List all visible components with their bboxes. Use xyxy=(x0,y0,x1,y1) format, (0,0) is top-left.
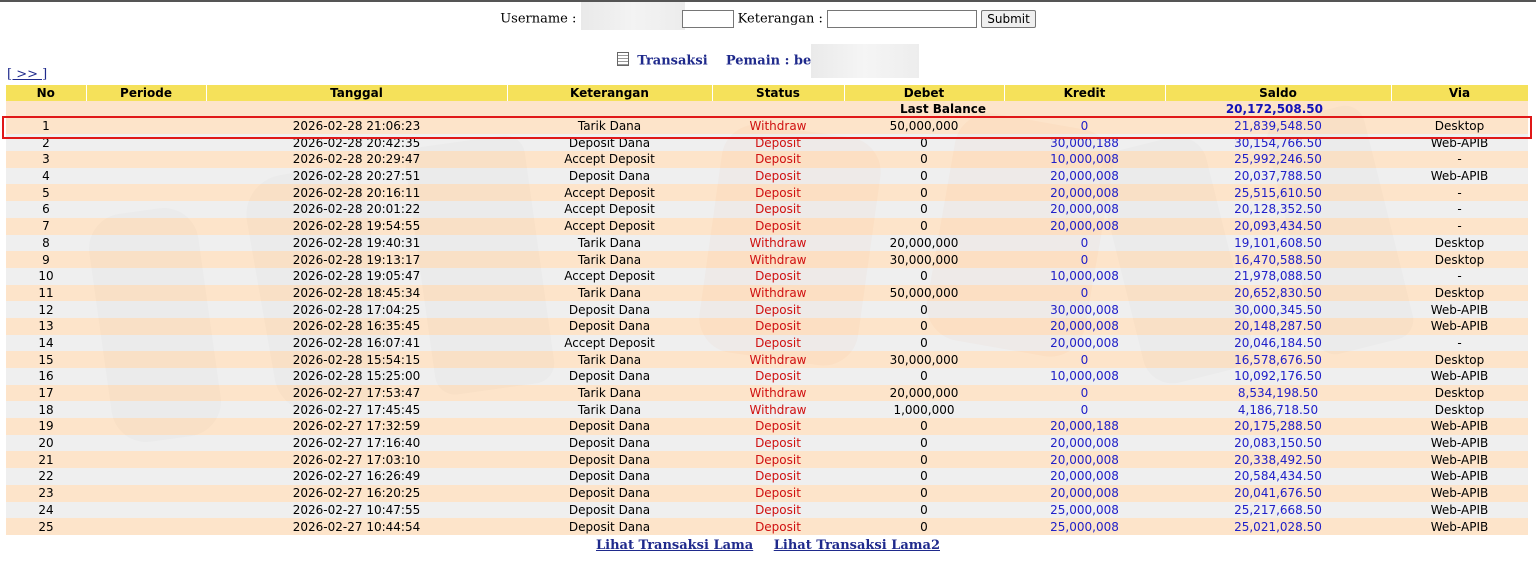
cell-debet: 0 xyxy=(844,485,1004,502)
cell-periode xyxy=(86,184,206,201)
old-transactions-link[interactable]: Lihat Transaksi Lama xyxy=(595,538,754,553)
cell-kredit: 20,000,008 xyxy=(1004,451,1165,468)
cell-keterangan: Tarik Dana xyxy=(507,235,712,252)
cell-no: 10 xyxy=(6,268,86,285)
cell-no: 24 xyxy=(6,502,86,519)
cell-status: Withdraw xyxy=(712,285,844,302)
cell-tanggal: 2026-02-27 17:45:45 xyxy=(206,401,507,418)
transaksi-label: Transaksi xyxy=(637,53,708,69)
cell-tanggal: 2026-02-28 19:05:47 xyxy=(206,268,507,285)
cell-periode xyxy=(86,168,206,185)
table-row xyxy=(6,301,1528,318)
cell-saldo: 20,041,676.50 xyxy=(1165,485,1391,502)
cell-keterangan: Deposit Dana xyxy=(507,518,712,535)
cell-keterangan: Deposit Dana xyxy=(507,485,712,502)
table-row xyxy=(6,435,1528,452)
cell-tanggal: 2026-02-28 16:07:41 xyxy=(206,335,507,352)
cell-debet: 30,000,000 xyxy=(844,251,1004,268)
cell-status: Deposit xyxy=(712,418,844,435)
cell-saldo: 30,000,345.50 xyxy=(1165,301,1391,318)
cell-keterangan: Accept Deposit xyxy=(507,201,712,218)
cell-tanggal: 2026-02-27 17:16:40 xyxy=(206,435,507,452)
cell-no: 6 xyxy=(6,201,86,218)
table-row xyxy=(6,335,1528,352)
col-tanggal: Tanggal xyxy=(206,85,507,101)
cell-status: Withdraw xyxy=(712,251,844,268)
cell-via: - xyxy=(1391,268,1528,285)
redacted-player xyxy=(811,44,919,78)
cell-kredit: 0 xyxy=(1004,235,1165,252)
cell-via: Web-APIB xyxy=(1391,301,1528,318)
pemain-label: Pemain : be xyxy=(725,53,812,69)
cell-periode xyxy=(86,468,206,485)
old-transactions-link-2[interactable]: Lihat Transaksi Lama2 xyxy=(773,538,940,553)
cell-tanggal: 2026-02-28 20:16:11 xyxy=(206,184,507,201)
col-kredit: Kredit xyxy=(1004,85,1165,101)
cell-status: Deposit xyxy=(712,468,844,485)
cell-saldo: 16,470,588.50 xyxy=(1165,251,1391,268)
transaction-table xyxy=(6,85,1529,535)
table-row xyxy=(6,151,1528,168)
cell-kredit: 25,000,008 xyxy=(1004,502,1165,519)
submit-button[interactable]: Submit xyxy=(981,10,1036,28)
cell-status: Withdraw xyxy=(712,385,844,402)
cell-via: Web-APIB xyxy=(1391,418,1528,435)
cell-periode xyxy=(86,518,206,535)
cell-via: Web-APIB xyxy=(1391,435,1528,452)
cell-debet: 0 xyxy=(844,168,1004,185)
cell-periode xyxy=(86,201,206,218)
cell-tanggal: 2026-02-28 19:13:17 xyxy=(206,251,507,268)
cell-tanggal: 2026-02-28 16:35:45 xyxy=(206,318,507,335)
cell-no: 3 xyxy=(6,151,86,168)
cell-periode xyxy=(86,502,206,519)
table-row xyxy=(6,134,1528,151)
cell-debet: 0 xyxy=(844,184,1004,201)
cell-periode xyxy=(86,218,206,235)
cell-no: 18 xyxy=(6,401,86,418)
cell-tanggal: 2026-02-28 19:40:31 xyxy=(206,235,507,252)
cell-via: Web-APIB xyxy=(1391,485,1528,502)
table-row xyxy=(6,285,1528,302)
cell-kredit: 20,000,008 xyxy=(1004,168,1165,185)
last-balance-label: Last Balance xyxy=(6,101,1004,118)
username-input[interactable] xyxy=(682,10,734,28)
cell-debet: 0 xyxy=(844,518,1004,535)
table-row xyxy=(6,418,1528,435)
cell-status: Deposit xyxy=(712,184,844,201)
cell-keterangan: Accept Deposit xyxy=(507,151,712,168)
table-row xyxy=(6,401,1528,418)
cell-kredit: 20,000,008 xyxy=(1004,335,1165,352)
cell-debet: 0 xyxy=(844,151,1004,168)
table-row xyxy=(6,468,1528,485)
cell-status: Deposit xyxy=(712,218,844,235)
cell-saldo: 16,578,676.50 xyxy=(1165,351,1391,368)
cell-debet: 0 xyxy=(844,218,1004,235)
cell-kredit: 0 xyxy=(1004,351,1165,368)
cell-kredit: 20,000,008 xyxy=(1004,468,1165,485)
cell-tanggal: 2026-02-28 21:06:23 xyxy=(206,118,507,135)
cell-periode xyxy=(86,134,206,151)
cell-saldo: 20,338,492.50 xyxy=(1165,451,1391,468)
cell-periode xyxy=(86,335,206,352)
cell-tanggal: 2026-02-27 17:32:59 xyxy=(206,418,507,435)
table-row xyxy=(6,502,1528,519)
col-periode: Periode xyxy=(86,85,206,101)
cell-periode xyxy=(86,235,206,252)
cell-via: Web-APIB xyxy=(1391,318,1528,335)
cell-tanggal: 2026-02-27 17:03:10 xyxy=(206,451,507,468)
table-row xyxy=(6,385,1528,402)
cell-no: 15 xyxy=(6,351,86,368)
cell-via: - xyxy=(1391,201,1528,218)
cell-no: 25 xyxy=(6,518,86,535)
cell-debet: 0 xyxy=(844,201,1004,218)
cell-saldo: 20,148,287.50 xyxy=(1165,318,1391,335)
cell-via: Desktop xyxy=(1391,285,1528,302)
cell-tanggal: 2026-02-28 20:01:22 xyxy=(206,201,507,218)
cell-no: 9 xyxy=(6,251,86,268)
col-status: Status xyxy=(712,85,844,101)
cell-saldo: 20,652,830.50 xyxy=(1165,285,1391,302)
cell-status: Deposit xyxy=(712,435,844,452)
document-icon xyxy=(617,52,629,66)
cell-keterangan: Tarik Dana xyxy=(507,401,712,418)
cell-periode xyxy=(86,418,206,435)
cell-kredit: 10,000,008 xyxy=(1004,151,1165,168)
cell-tanggal: 2026-02-28 20:27:51 xyxy=(206,168,507,185)
cell-no: 23 xyxy=(6,485,86,502)
cell-status: Deposit xyxy=(712,368,844,385)
cell-debet: 0 xyxy=(844,335,1004,352)
info-line xyxy=(0,44,1536,78)
cell-periode xyxy=(86,285,206,302)
cell-kredit: 0 xyxy=(1004,251,1165,268)
cell-keterangan: Deposit Dana xyxy=(507,418,712,435)
cell-debet: 0 xyxy=(844,468,1004,485)
cell-kredit: 25,000,008 xyxy=(1004,518,1165,535)
cell-debet: 0 xyxy=(844,318,1004,335)
cell-periode xyxy=(86,251,206,268)
cell-status: Deposit xyxy=(712,201,844,218)
cell-no: 2 xyxy=(6,134,86,151)
cell-kredit: 20,000,008 xyxy=(1004,184,1165,201)
cell-debet: 0 xyxy=(844,368,1004,385)
table-row xyxy=(6,368,1528,385)
table-row xyxy=(6,351,1528,368)
table-row xyxy=(6,118,1528,135)
top-border xyxy=(0,0,1536,2)
cell-periode xyxy=(86,435,206,452)
cell-status: Deposit xyxy=(712,451,844,468)
filter-form xyxy=(0,8,1536,30)
cell-kredit: 10,000,008 xyxy=(1004,268,1165,285)
cell-status: Deposit xyxy=(712,134,844,151)
cell-via: - xyxy=(1391,184,1528,201)
cell-saldo: 25,515,610.50 xyxy=(1165,184,1391,201)
cell-kredit: 30,000,008 xyxy=(1004,301,1165,318)
cell-saldo: 20,037,788.50 xyxy=(1165,168,1391,185)
cell-saldo: 19,101,608.50 xyxy=(1165,235,1391,252)
cell-periode xyxy=(86,351,206,368)
cell-periode xyxy=(86,385,206,402)
cell-debet: 0 xyxy=(844,451,1004,468)
cell-no: 1 xyxy=(6,118,86,135)
cell-periode xyxy=(86,301,206,318)
table-row xyxy=(6,251,1528,268)
cell-tanggal: 2026-02-27 10:47:55 xyxy=(206,502,507,519)
cell-no: 20 xyxy=(6,435,86,452)
cell-kredit: 20,000,008 xyxy=(1004,201,1165,218)
cell-keterangan: Accept Deposit xyxy=(507,268,712,285)
cell-via: Web-APIB xyxy=(1391,468,1528,485)
cell-no: 17 xyxy=(6,385,86,402)
cell-no: 7 xyxy=(6,218,86,235)
cell-saldo: 25,992,246.50 xyxy=(1165,151,1391,168)
cell-keterangan: Deposit Dana xyxy=(507,435,712,452)
cell-periode xyxy=(86,118,206,135)
table-row xyxy=(6,268,1528,285)
cell-tanggal: 2026-02-28 15:54:15 xyxy=(206,351,507,368)
cell-periode xyxy=(86,151,206,168)
cell-status: Deposit xyxy=(712,318,844,335)
cell-debet: 20,000,000 xyxy=(844,235,1004,252)
cell-kredit: 0 xyxy=(1004,385,1165,402)
cell-no: 11 xyxy=(6,285,86,302)
cell-saldo: 10,092,176.50 xyxy=(1165,368,1391,385)
cell-saldo: 25,021,028.50 xyxy=(1165,518,1391,535)
cell-keterangan: Deposit Dana xyxy=(507,468,712,485)
cell-tanggal: 2026-02-28 18:45:34 xyxy=(206,285,507,302)
cell-keterangan: Tarik Dana xyxy=(507,285,712,302)
cell-status: Deposit xyxy=(712,485,844,502)
cell-debet: 20,000,000 xyxy=(844,385,1004,402)
cell-periode xyxy=(86,268,206,285)
cell-debet: 50,000,000 xyxy=(844,285,1004,302)
cell-keterangan: Deposit Dana xyxy=(507,502,712,519)
cell-saldo: 20,083,150.50 xyxy=(1165,435,1391,452)
cell-no: 12 xyxy=(6,301,86,318)
cell-status: Deposit xyxy=(712,301,844,318)
cell-no: 19 xyxy=(6,418,86,435)
cell-via: Web-APIB xyxy=(1391,368,1528,385)
cell-debet: 1,000,000 xyxy=(844,401,1004,418)
cell-periode xyxy=(86,318,206,335)
cell-via: Web-APIB xyxy=(1391,518,1528,535)
col-no: No xyxy=(6,85,86,101)
cell-saldo: 20,175,288.50 xyxy=(1165,418,1391,435)
table-row xyxy=(6,485,1528,502)
cell-keterangan: Accept Deposit xyxy=(507,335,712,352)
cell-saldo: 20,093,434.50 xyxy=(1165,218,1391,235)
table-row xyxy=(6,518,1528,535)
cell-periode xyxy=(86,368,206,385)
cell-via: Web-APIB xyxy=(1391,134,1528,151)
table-row xyxy=(6,168,1528,185)
username-label: Username : xyxy=(500,11,577,27)
col-saldo: Saldo xyxy=(1165,85,1391,101)
cell-via: Web-APIB xyxy=(1391,451,1528,468)
cell-status: Deposit xyxy=(712,168,844,185)
cell-kredit: 30,000,188 xyxy=(1004,134,1165,151)
cell-tanggal: 2026-02-28 19:54:55 xyxy=(206,218,507,235)
cell-tanggal: 2026-02-28 17:04:25 xyxy=(206,301,507,318)
cell-no: 22 xyxy=(6,468,86,485)
cell-debet: 0 xyxy=(844,301,1004,318)
table-row xyxy=(6,451,1528,468)
cell-keterangan: Accept Deposit xyxy=(507,184,712,201)
cell-saldo: 20,128,352.50 xyxy=(1165,201,1391,218)
cell-tanggal: 2026-02-27 16:20:25 xyxy=(206,485,507,502)
cell-periode xyxy=(86,401,206,418)
next-page-link[interactable]: [ >> ] xyxy=(7,67,48,82)
table-row xyxy=(6,184,1528,201)
cell-kredit: 0 xyxy=(1004,118,1165,135)
last-balance-empty xyxy=(1391,101,1528,118)
cell-no: 13 xyxy=(6,318,86,335)
cell-via: Desktop xyxy=(1391,235,1528,252)
cell-status: Deposit xyxy=(712,151,844,168)
cell-via: Web-APIB xyxy=(1391,502,1528,519)
cell-keterangan: Tarik Dana xyxy=(507,385,712,402)
cell-kredit: 0 xyxy=(1004,285,1165,302)
cell-status: Deposit xyxy=(712,335,844,352)
cell-no: 21 xyxy=(6,451,86,468)
cell-kredit: 20,000,008 xyxy=(1004,485,1165,502)
cell-keterangan: Deposit Dana xyxy=(507,318,712,335)
cell-tanggal: 2026-02-28 20:29:47 xyxy=(206,151,507,168)
cell-status: Withdraw xyxy=(712,351,844,368)
cell-no: 8 xyxy=(6,235,86,252)
cell-periode xyxy=(86,485,206,502)
footer-links xyxy=(0,538,1536,553)
cell-kredit: 10,000,008 xyxy=(1004,368,1165,385)
cell-debet: 30,000,000 xyxy=(844,351,1004,368)
cell-no: 4 xyxy=(6,168,86,185)
cell-status: Withdraw xyxy=(712,235,844,252)
table-row xyxy=(6,218,1528,235)
keterangan-input[interactable] xyxy=(827,10,977,28)
cell-kredit: 20,000,008 xyxy=(1004,318,1165,335)
table-row xyxy=(6,201,1528,218)
cell-debet: 0 xyxy=(844,134,1004,151)
col-keterangan: Keterangan xyxy=(507,85,712,101)
cell-saldo: 25,217,668.50 xyxy=(1165,502,1391,519)
cell-keterangan: Tarik Dana xyxy=(507,351,712,368)
last-balance-value: 20,172,508.50 xyxy=(1004,101,1391,118)
cell-periode xyxy=(86,451,206,468)
cell-saldo: 20,046,184.50 xyxy=(1165,335,1391,352)
table-row xyxy=(6,318,1528,335)
cell-via: - xyxy=(1391,335,1528,352)
cell-debet: 50,000,000 xyxy=(844,118,1004,135)
cell-via: Web-APIB xyxy=(1391,168,1528,185)
cell-tanggal: 2026-02-27 17:53:47 xyxy=(206,385,507,402)
col-debet: Debet xyxy=(844,85,1004,101)
cell-via: Desktop xyxy=(1391,401,1528,418)
cell-keterangan: Deposit Dana xyxy=(507,134,712,151)
cell-status: Deposit xyxy=(712,502,844,519)
cell-keterangan: Deposit Dana xyxy=(507,168,712,185)
cell-keterangan: Deposit Dana xyxy=(507,368,712,385)
cell-status: Deposit xyxy=(712,268,844,285)
cell-saldo: 21,978,088.50 xyxy=(1165,268,1391,285)
cell-tanggal: 2026-02-28 20:42:35 xyxy=(206,134,507,151)
cell-saldo: 4,186,718.50 xyxy=(1165,401,1391,418)
cell-via: Desktop xyxy=(1391,351,1528,368)
cell-via: Desktop xyxy=(1391,118,1528,135)
cell-no: 14 xyxy=(6,335,86,352)
cell-keterangan: Tarik Dana xyxy=(507,118,712,135)
cell-kredit: 20,000,188 xyxy=(1004,418,1165,435)
cell-status: Withdraw xyxy=(712,401,844,418)
cell-via: - xyxy=(1391,218,1528,235)
table-row xyxy=(6,235,1528,252)
redacted-username xyxy=(581,2,685,30)
col-via: Via xyxy=(1391,85,1528,101)
cell-kredit: 20,000,008 xyxy=(1004,435,1165,452)
cell-kredit: 20,000,008 xyxy=(1004,218,1165,235)
cell-tanggal: 2026-02-28 15:25:00 xyxy=(206,368,507,385)
cell-tanggal: 2026-02-27 16:26:49 xyxy=(206,468,507,485)
cell-keterangan: Deposit Dana xyxy=(507,451,712,468)
cell-kredit: 0 xyxy=(1004,401,1165,418)
cell-via: - xyxy=(1391,151,1528,168)
cell-debet: 0 xyxy=(844,268,1004,285)
cell-debet: 0 xyxy=(844,435,1004,452)
cell-no: 5 xyxy=(6,184,86,201)
cell-via: Desktop xyxy=(1391,385,1528,402)
cell-saldo: 30,154,766.50 xyxy=(1165,134,1391,151)
table-header-row xyxy=(6,85,1528,101)
cell-no: 16 xyxy=(6,368,86,385)
cell-status: Deposit xyxy=(712,518,844,535)
cell-debet: 0 xyxy=(844,502,1004,519)
cell-saldo: 21,839,548.50 xyxy=(1165,118,1391,135)
cell-saldo: 20,584,434.50 xyxy=(1165,468,1391,485)
cell-tanggal: 2026-02-27 10:44:54 xyxy=(206,518,507,535)
keterangan-label: Keterangan : xyxy=(737,11,823,27)
last-balance-row xyxy=(6,101,1528,118)
cell-keterangan: Deposit Dana xyxy=(507,301,712,318)
cell-saldo: 8,534,198.50 xyxy=(1165,385,1391,402)
cell-via: Desktop xyxy=(1391,251,1528,268)
cell-keterangan: Accept Deposit xyxy=(507,218,712,235)
cell-status: Withdraw xyxy=(712,118,844,135)
cell-keterangan: Tarik Dana xyxy=(507,251,712,268)
cell-debet: 0 xyxy=(844,418,1004,435)
